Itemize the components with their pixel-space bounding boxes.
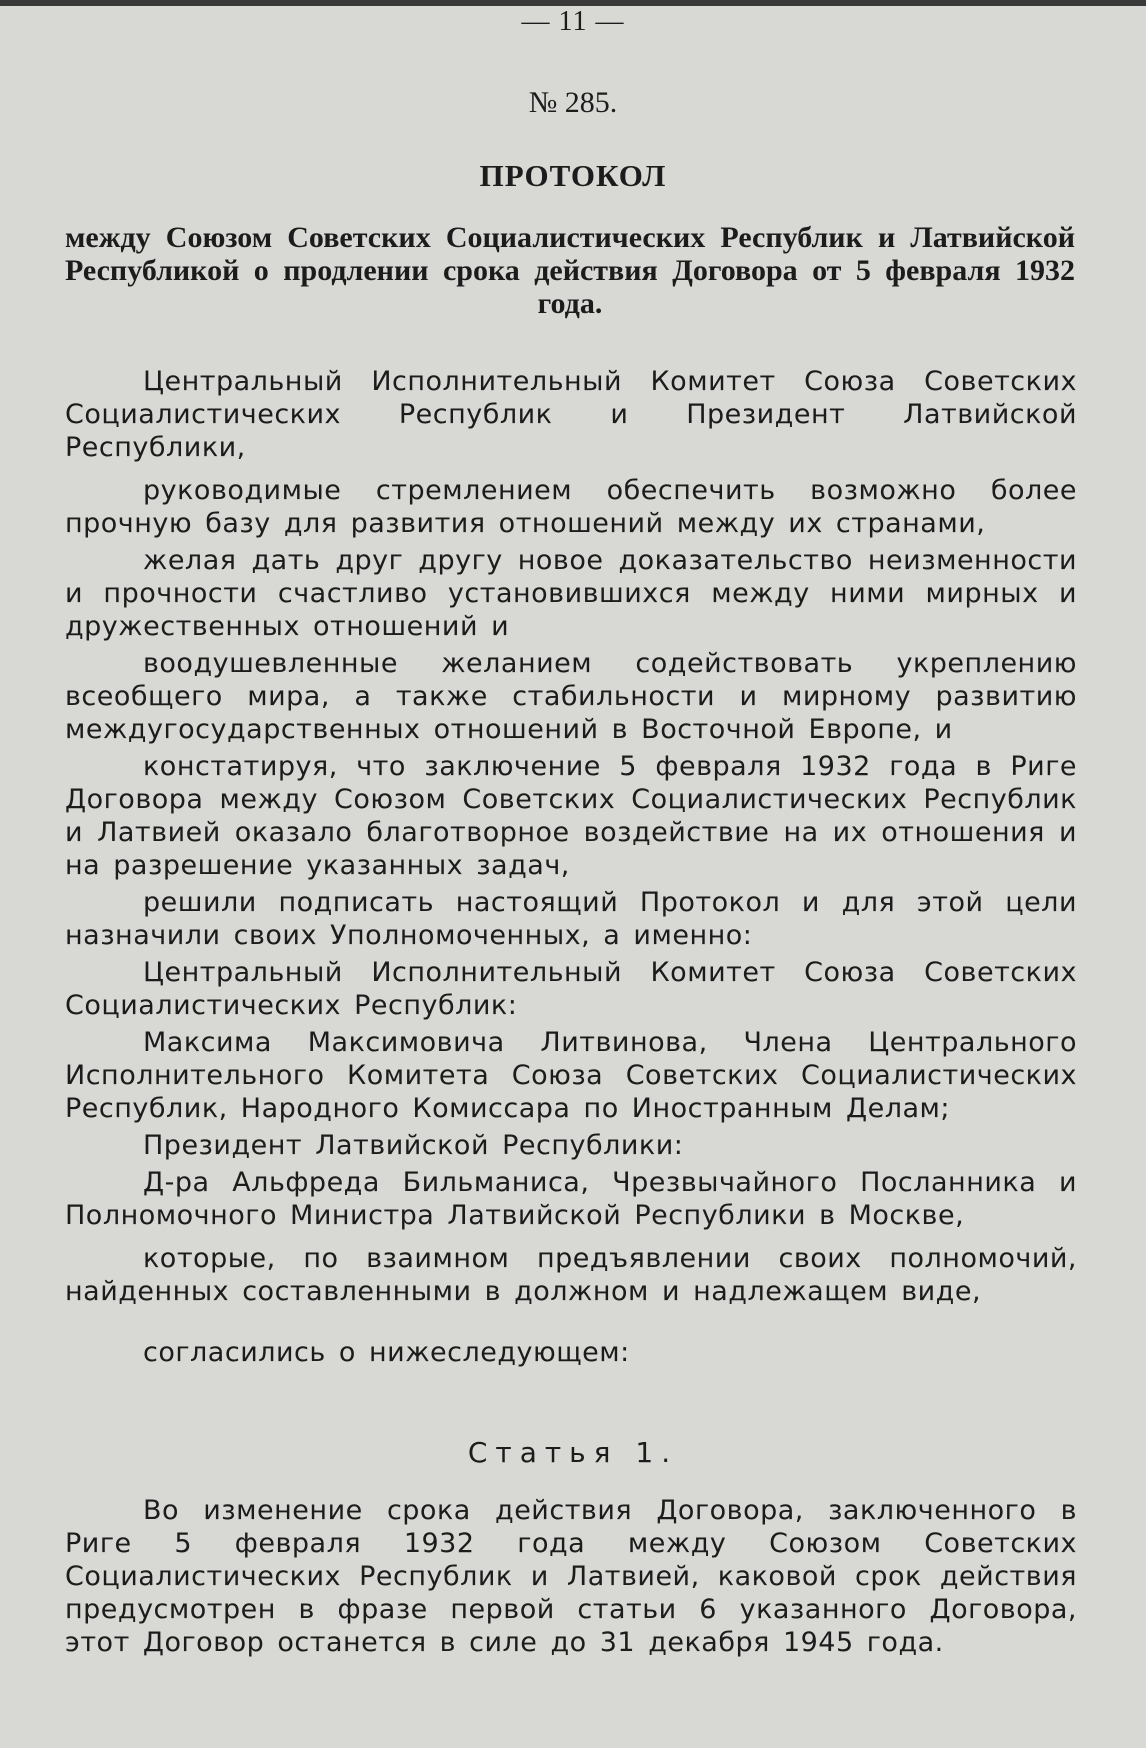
paragraph-bilmanis: Д-ра Альфреда Бильманиса, Чрезвычайного Посланника и Полномочного Министра Латвийской Республики в Москве, [65, 1167, 1077, 1231]
article-text: Во изменение срока действия Договора, заключенного в Риге 5 февраля 1932 года между Союзом Советских Социалистических Республик и Латвией, каковой срок действия предусмотрен в фразе первой статьи 6 указанного Договора, этот Договор останется в силе до 31 декабря 1945 года. [65, 1495, 1077, 1658]
paragraph-credentials: которые, по взаимном предъявлении своих полномочий, найденных составленными в должном и надлежащем виде, [65, 1243, 1077, 1307]
paragraph-agreed: согласились о нижеследующем: [143, 1337, 630, 1368]
document-number: № 285. [528, 86, 618, 119]
document-title: ПРОТОКОЛ [479, 158, 667, 193]
paragraph-inspired: воодушевленные желанием содействовать укреплению всеобщего мира, а также стабильности и мирному развитию междугосударственных отношений в Восточной Европе, и [65, 648, 1077, 745]
paragraph-president: Президент Латвийской Республики: [143, 1130, 684, 1161]
paragraph-desiring: желая дать друг другу новое доказательство неизменности и прочности счастливо установившихся между ними мирных и дружественных отношений и [65, 545, 1077, 642]
paragraph-parties: Центральный Исполнительный Комитет Союза Советских Социалистических Республик и Президент Латвийской Республики, [65, 366, 1077, 463]
article-heading: Статья 1. [467, 1436, 679, 1469]
paragraph-litvinov: Максима Максимовича Литвинова, Члена Центрального Исполнительного Комитета Союза Советских Социалистических Республик, Народного Комиссара по Иностранным Делам; [65, 1027, 1077, 1124]
paragraph-cec: Центральный Исполнительный Комитет Союза Советских Социалистических Республик: [65, 957, 1077, 1021]
preamble [65, 365, 1077, 1369]
paragraph-noting: констатируя, что заключение 5 февраля 1932 года в Риге Договора между Союзом Советских Социалистических Республик и Латвией оказало благотворное воздействие на их отношения и на разрешение указанных задач, [65, 751, 1077, 881]
document-subtitle: между Союзом Советских Социалистических Республик и Латвийской Республикой о продлении срока действия Договора от 5 февраля 1932 года. [65, 221, 1075, 320]
page-number: — 11 — [521, 6, 625, 37]
paragraph-decided: решили подписать настоящий Протокол и для этой цели назначили своих Уполномоченных, а именно: [65, 887, 1077, 951]
paragraph-guided: руководимые стремлением обеспечить возможно более прочную базу для развития отношений между их странами, [65, 475, 1077, 539]
